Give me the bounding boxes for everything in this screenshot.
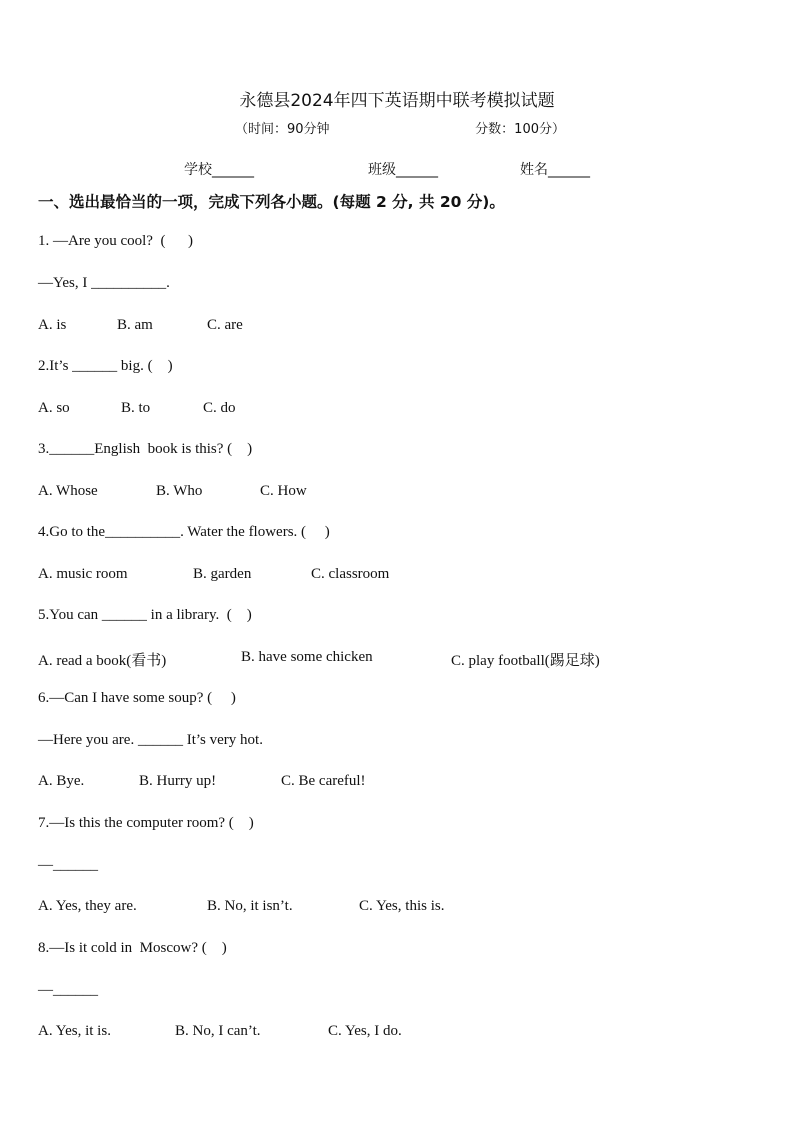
exam-score: 分数：100分）	[475, 122, 565, 137]
question-1-option-b[interactable]: B. am	[117, 317, 153, 333]
question-5-stem: 5.You can ______ in a library. ( )	[38, 607, 252, 623]
question-6-option-c[interactable]: C. Be careful!	[281, 773, 366, 789]
question-8-option-c[interactable]: C. Yes, I do.	[328, 1023, 402, 1039]
question-4-option-b[interactable]: B. garden	[193, 566, 252, 582]
question-6-line-2: —Here you are. ______ It’s very hot.	[38, 732, 263, 748]
question-8-stem: 8.—Is it cold in Moscow? ( )	[38, 940, 227, 956]
question-2-option-c[interactable]: C. do	[203, 400, 236, 416]
question-5-option-a[interactable]: A. read a book(看书)	[38, 653, 167, 669]
question-2-option-a[interactable]: A. so	[38, 400, 70, 416]
exam-title: 永德县2024年四下英语期中联考模拟试题	[239, 91, 555, 111]
question-1-line-2: —Yes, I __________.	[38, 275, 170, 291]
question-7-option-b[interactable]: B. No, it isn’t.	[207, 898, 293, 914]
section-1-heading: 一、选出最恰当的一项，完成下列各小题。(每题 2 分, 共 20 分)。	[38, 193, 505, 211]
question-7-option-c[interactable]: C. Yes, this is.	[359, 898, 445, 914]
school-field[interactable]: 学校______	[184, 162, 254, 178]
question-2-option-b[interactable]: B. to	[121, 400, 151, 416]
question-1-option-c[interactable]: C. are	[207, 317, 243, 333]
question-1-stem: 1. —Are you cool? ( )	[38, 233, 193, 249]
question-7-option-a[interactable]: A. Yes, they are.	[38, 898, 137, 914]
question-5-option-b[interactable]: B. have some chicken	[241, 649, 373, 665]
question-4-option-a[interactable]: A. music room	[38, 566, 128, 582]
class-field[interactable]: 班级______	[368, 162, 438, 178]
question-5-option-c[interactable]: C. play football(踢足球)	[451, 653, 600, 669]
question-6-stem: 6.—Can I have some soup? ( )	[38, 690, 236, 706]
question-1-option-a[interactable]: A. is	[38, 317, 67, 333]
question-3-stem: 3.______English book is this? ( )	[38, 441, 253, 457]
question-3-option-b[interactable]: B. Who	[156, 483, 203, 499]
question-4-stem: 4.Go to the__________. Water the flowers. ( )	[38, 524, 330, 540]
question-4-option-c[interactable]: C. classroom	[311, 566, 390, 582]
question-8-line-2: —______	[38, 982, 98, 998]
question-7-line-2: —______	[38, 857, 98, 873]
exam-time: （时间：90分钟	[235, 122, 330, 137]
name-field[interactable]: 姓名______	[520, 162, 590, 178]
question-3-option-a[interactable]: A. Whose	[38, 483, 98, 499]
question-8-option-a[interactable]: A. Yes, it is.	[38, 1023, 111, 1039]
question-3-option-c[interactable]: C. How	[260, 483, 307, 499]
exam-subtitle	[235, 118, 565, 137]
question-8-option-b[interactable]: B. No, I can’t.	[175, 1023, 261, 1039]
question-2-stem: 2.It’s ______ big. ( )	[38, 358, 173, 374]
question-6-option-a[interactable]: A. Bye.	[38, 773, 85, 789]
question-7-stem: 7.—Is this the computer room? ( )	[38, 815, 254, 831]
question-6-option-b[interactable]: B. Hurry up!	[139, 773, 217, 789]
